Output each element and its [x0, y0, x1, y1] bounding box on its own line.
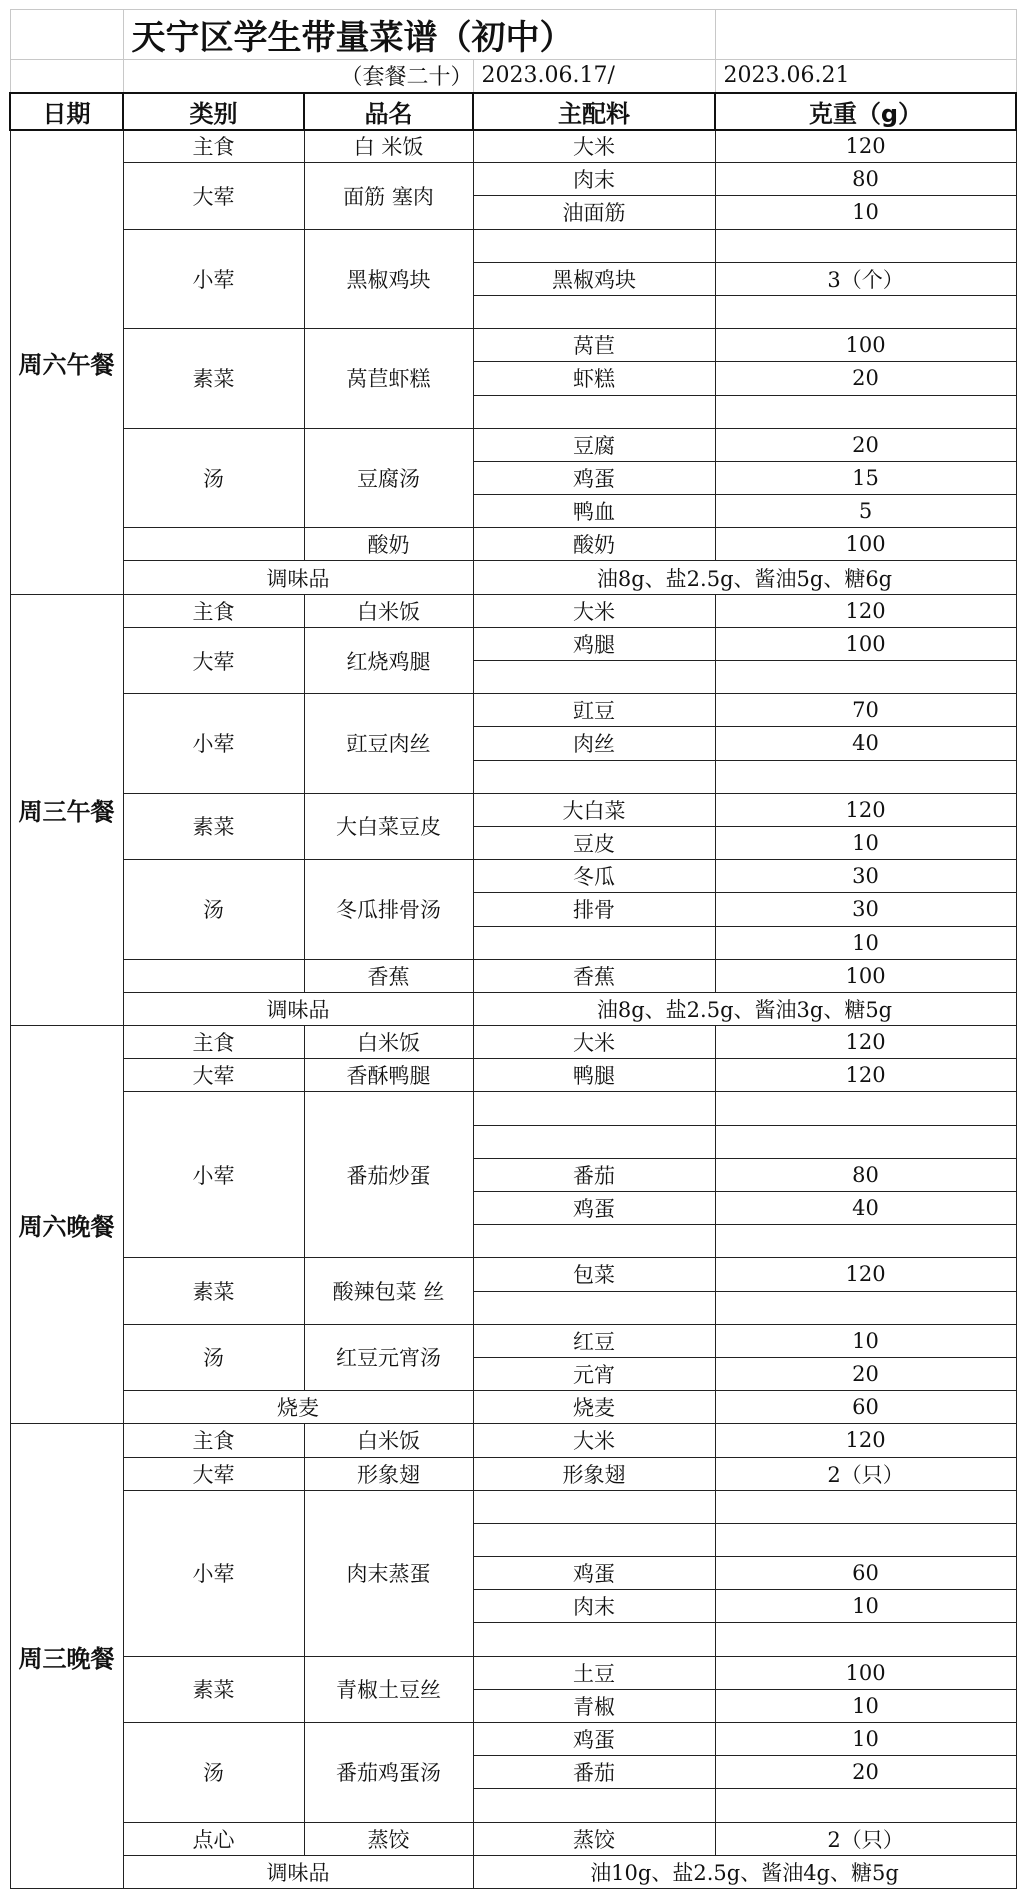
category-cell	[123, 528, 304, 561]
weight-cell: 20	[715, 428, 1016, 461]
dish-name: 大白菜豆皮	[304, 793, 473, 859]
day-label: 周六午餐	[10, 130, 123, 595]
weight-cell: 10	[715, 926, 1016, 959]
ingredient-cell: 肉丝	[473, 727, 715, 760]
ingredient-cell: 莴苣	[473, 329, 715, 362]
table-row	[10, 1424, 1016, 1457]
header-ingredient: 主配料	[473, 93, 715, 130]
dish-name: 白米饭	[304, 1424, 473, 1457]
weight-cell: 5	[715, 495, 1016, 528]
ingredient-cell	[473, 1291, 715, 1324]
weight-cell	[715, 229, 1016, 262]
day-label: 周三午餐	[10, 594, 123, 1025]
ingredient-cell	[473, 1490, 715, 1523]
table-row	[10, 163, 1016, 196]
title-spacer-right	[715, 10, 1016, 60]
ingredient-cell: 鸡蛋	[473, 1723, 715, 1756]
weight-cell: 30	[715, 860, 1016, 893]
weight-cell: 70	[715, 694, 1016, 727]
category-cell: 小荤	[123, 1092, 304, 1258]
weight-cell	[715, 1092, 1016, 1125]
dish-name: 番茄炒蛋	[304, 1092, 473, 1258]
weight-cell: 100	[715, 959, 1016, 992]
seasoning-label: 调味品	[123, 561, 473, 594]
ingredient-cell: 元宵	[473, 1357, 715, 1390]
weight-cell	[715, 1789, 1016, 1822]
dish-name: 形象翅	[304, 1457, 473, 1490]
table-row	[10, 528, 1016, 561]
header-dish: 品名	[304, 93, 473, 130]
weight-cell: 3（个）	[715, 262, 1016, 295]
ingredient-cell: 豇豆	[473, 694, 715, 727]
ingredient-cell: 豆皮	[473, 826, 715, 859]
category-cell: 主食	[123, 1424, 304, 1457]
category-cell: 汤	[123, 1723, 304, 1823]
dish-name: 酸辣包菜 丝	[304, 1258, 473, 1324]
weight-cell	[715, 1523, 1016, 1556]
dish-name: 酸奶	[304, 528, 473, 561]
title-row	[10, 10, 1016, 60]
seasoning-row	[10, 992, 1016, 1025]
ingredient-cell: 大白菜	[473, 793, 715, 826]
category-cell: 大荤	[123, 1059, 304, 1092]
dish-name: 红烧鸡腿	[304, 627, 473, 693]
weight-cell: 20	[715, 362, 1016, 395]
weight-cell	[715, 395, 1016, 428]
subtitle-row	[10, 60, 1016, 93]
category-cell: 汤	[123, 1324, 304, 1390]
ingredient-cell: 冬瓜	[473, 860, 715, 893]
category-cell: 小荤	[123, 1490, 304, 1656]
ingredient-cell	[473, 1623, 715, 1656]
ingredient-cell: 土豆	[473, 1656, 715, 1689]
category-cell: 主食	[123, 130, 304, 163]
date-to: 2023.06.21	[715, 60, 1016, 93]
ingredient-cell: 鸭血	[473, 495, 715, 528]
dish-name: 番茄鸡蛋汤	[304, 1723, 473, 1823]
weight-cell: 100	[715, 329, 1016, 362]
dish-name: 香酥鸭腿	[304, 1059, 473, 1092]
weight-cell: 100	[715, 528, 1016, 561]
header-row	[10, 93, 1016, 130]
header-weight: 克重（g）	[715, 93, 1016, 130]
ingredient-cell	[473, 1789, 715, 1822]
ingredient-cell	[473, 229, 715, 262]
ingredient-cell: 鸡蛋	[473, 1557, 715, 1590]
ingredient-cell: 鸭腿	[473, 1059, 715, 1092]
ingredient-cell: 肉末	[473, 1590, 715, 1623]
category-cell: 汤	[123, 428, 304, 528]
weight-cell: 2（只）	[715, 1822, 1016, 1855]
weight-cell: 10	[715, 1324, 1016, 1357]
dish-name: 面筋 塞肉	[304, 163, 473, 229]
table-row	[10, 428, 1016, 461]
seasoning-value: 油10g、盐2.5g、酱油4g、糖5g	[473, 1855, 1016, 1888]
weight-cell	[715, 1490, 1016, 1523]
weight-cell: 40	[715, 1192, 1016, 1225]
ingredient-cell: 番茄	[473, 1756, 715, 1789]
page-title: 天宁区学生带量菜谱（初中）	[123, 10, 715, 60]
ingredient-cell: 排骨	[473, 893, 715, 926]
day-label: 周三晚餐	[10, 1424, 123, 1889]
table-row	[10, 229, 1016, 262]
ingredient-cell: 红豆	[473, 1324, 715, 1357]
weight-cell: 100	[715, 1656, 1016, 1689]
weight-cell: 120	[715, 1258, 1016, 1291]
weight-cell	[715, 1623, 1016, 1656]
weight-cell: 120	[715, 793, 1016, 826]
ingredient-cell: 鸡蛋	[473, 461, 715, 494]
table-row	[10, 1258, 1016, 1291]
category-cell: 汤	[123, 860, 304, 960]
category-cell: 小荤	[123, 229, 304, 329]
ingredient-cell: 鸡蛋	[473, 1192, 715, 1225]
title-spacer	[10, 10, 123, 60]
date-from: 2023.06.17/	[473, 60, 715, 93]
category-cell: 素菜	[123, 793, 304, 859]
category-cell: 素菜	[123, 329, 304, 429]
table-row	[10, 1092, 1016, 1125]
table-row	[10, 793, 1016, 826]
dish-name: 豆腐汤	[304, 428, 473, 528]
weight-cell: 10	[715, 1689, 1016, 1722]
weight-cell: 10	[715, 196, 1016, 229]
ingredient-cell: 青椒	[473, 1689, 715, 1722]
table-row	[10, 1656, 1016, 1689]
ingredient-cell	[473, 760, 715, 793]
table-row	[10, 959, 1016, 992]
weight-cell	[715, 295, 1016, 328]
weight-cell: 20	[715, 1357, 1016, 1390]
table-row	[10, 1026, 1016, 1059]
ingredient-cell	[473, 1125, 715, 1158]
dish-name: 白米饭	[304, 1026, 473, 1059]
table-row	[10, 627, 1016, 660]
weight-cell	[715, 1125, 1016, 1158]
table-row	[10, 1723, 1016, 1756]
ingredient-cell	[473, 1225, 715, 1258]
table-row	[10, 860, 1016, 893]
header-date: 日期	[10, 93, 123, 130]
ingredient-cell: 黑椒鸡块	[473, 262, 715, 295]
dish-name: 青椒土豆丝	[304, 1656, 473, 1722]
subtitle-spacer-2	[123, 60, 304, 93]
seasoning-label: 烧麦	[123, 1391, 473, 1424]
weight-cell	[715, 760, 1016, 793]
ingredient-cell	[473, 926, 715, 959]
ingredient-cell: 包菜	[473, 1258, 715, 1291]
dish-name: 肉末蒸蛋	[304, 1490, 473, 1656]
weight-cell	[715, 1225, 1016, 1258]
weight-cell: 10	[715, 826, 1016, 859]
dish-name: 白米饭	[304, 594, 473, 627]
ingredient-cell: 豆腐	[473, 428, 715, 461]
table-row	[10, 1490, 1016, 1523]
category-cell: 大荤	[123, 1457, 304, 1490]
menu-table	[9, 9, 1017, 1889]
ingredient-cell	[473, 1523, 715, 1556]
ingredient-cell: 番茄	[473, 1158, 715, 1191]
seasoning-value: 烧麦	[473, 1391, 715, 1424]
seasoning-value: 油8g、盐2.5g、酱油5g、糖6g	[473, 561, 1016, 594]
ingredient-cell: 大米	[473, 130, 715, 163]
weight-cell: 20	[715, 1756, 1016, 1789]
subtitle-spacer	[10, 60, 123, 93]
table-row	[10, 130, 1016, 163]
table-row	[10, 1059, 1016, 1092]
ingredient-cell: 香蕉	[473, 959, 715, 992]
ingredient-cell	[473, 661, 715, 694]
weight-cell: 120	[715, 1424, 1016, 1457]
table-row	[10, 694, 1016, 727]
dish-name: 白 米饭	[304, 130, 473, 163]
weight-cell: 80	[715, 1158, 1016, 1191]
weight-cell: 120	[715, 1059, 1016, 1092]
weight-cell: 120	[715, 1026, 1016, 1059]
table-row	[10, 329, 1016, 362]
category-cell: 小荤	[123, 694, 304, 794]
seasoning-label: 调味品	[123, 1855, 473, 1888]
weight-cell: 2（只）	[715, 1457, 1016, 1490]
weight-cell: 100	[715, 627, 1016, 660]
header-category: 类别	[123, 93, 304, 130]
seasoning-label: 调味品	[123, 992, 473, 1025]
dish-name: 香蕉	[304, 959, 473, 992]
table-row	[10, 594, 1016, 627]
ingredient-cell: 形象翅	[473, 1457, 715, 1490]
weight-cell: 60	[715, 1557, 1016, 1590]
category-cell: 大荤	[123, 163, 304, 229]
day-label: 周六晚餐	[10, 1026, 123, 1424]
table-row	[10, 1457, 1016, 1490]
dish-name: 莴苣虾糕	[304, 329, 473, 429]
seasoning-row	[10, 561, 1016, 594]
weight-cell: 30	[715, 893, 1016, 926]
dish-name: 豇豆肉丝	[304, 694, 473, 794]
ingredient-cell: 虾糕	[473, 362, 715, 395]
ingredient-cell: 酸奶	[473, 528, 715, 561]
category-cell: 素菜	[123, 1258, 304, 1324]
weight-cell	[715, 661, 1016, 694]
category-cell: 点心	[123, 1822, 304, 1855]
seasoning-amount: 60	[715, 1391, 1016, 1424]
category-cell	[123, 959, 304, 992]
category-cell: 素菜	[123, 1656, 304, 1722]
dish-name: 蒸饺	[304, 1822, 473, 1855]
category-cell: 主食	[123, 594, 304, 627]
weight-cell	[715, 1291, 1016, 1324]
dish-name: 黑椒鸡块	[304, 229, 473, 329]
set-label: （套餐二十）	[304, 60, 473, 93]
seasoning-row	[10, 1855, 1016, 1888]
weight-cell: 10	[715, 1590, 1016, 1623]
dish-name: 冬瓜排骨汤	[304, 860, 473, 960]
ingredient-cell: 鸡腿	[473, 627, 715, 660]
weight-cell: 15	[715, 461, 1016, 494]
weight-cell: 120	[715, 130, 1016, 163]
ingredient-cell	[473, 295, 715, 328]
ingredient-cell	[473, 395, 715, 428]
dish-name: 红豆元宵汤	[304, 1324, 473, 1390]
category-cell: 主食	[123, 1026, 304, 1059]
ingredient-cell	[473, 1092, 715, 1125]
ingredient-cell: 肉末	[473, 163, 715, 196]
ingredient-cell: 大米	[473, 594, 715, 627]
table-row	[10, 1324, 1016, 1357]
seasoning-row	[10, 1391, 1016, 1424]
seasoning-value: 油8g、盐2.5g、酱油3g、糖5g	[473, 992, 1016, 1025]
ingredient-cell: 大米	[473, 1026, 715, 1059]
weight-cell: 120	[715, 594, 1016, 627]
ingredient-cell: 大米	[473, 1424, 715, 1457]
weight-cell: 10	[715, 1723, 1016, 1756]
weight-cell: 40	[715, 727, 1016, 760]
category-cell: 大荤	[123, 627, 304, 693]
table-row	[10, 1822, 1016, 1855]
ingredient-cell: 蒸饺	[473, 1822, 715, 1855]
ingredient-cell: 油面筋	[473, 196, 715, 229]
weight-cell: 80	[715, 163, 1016, 196]
